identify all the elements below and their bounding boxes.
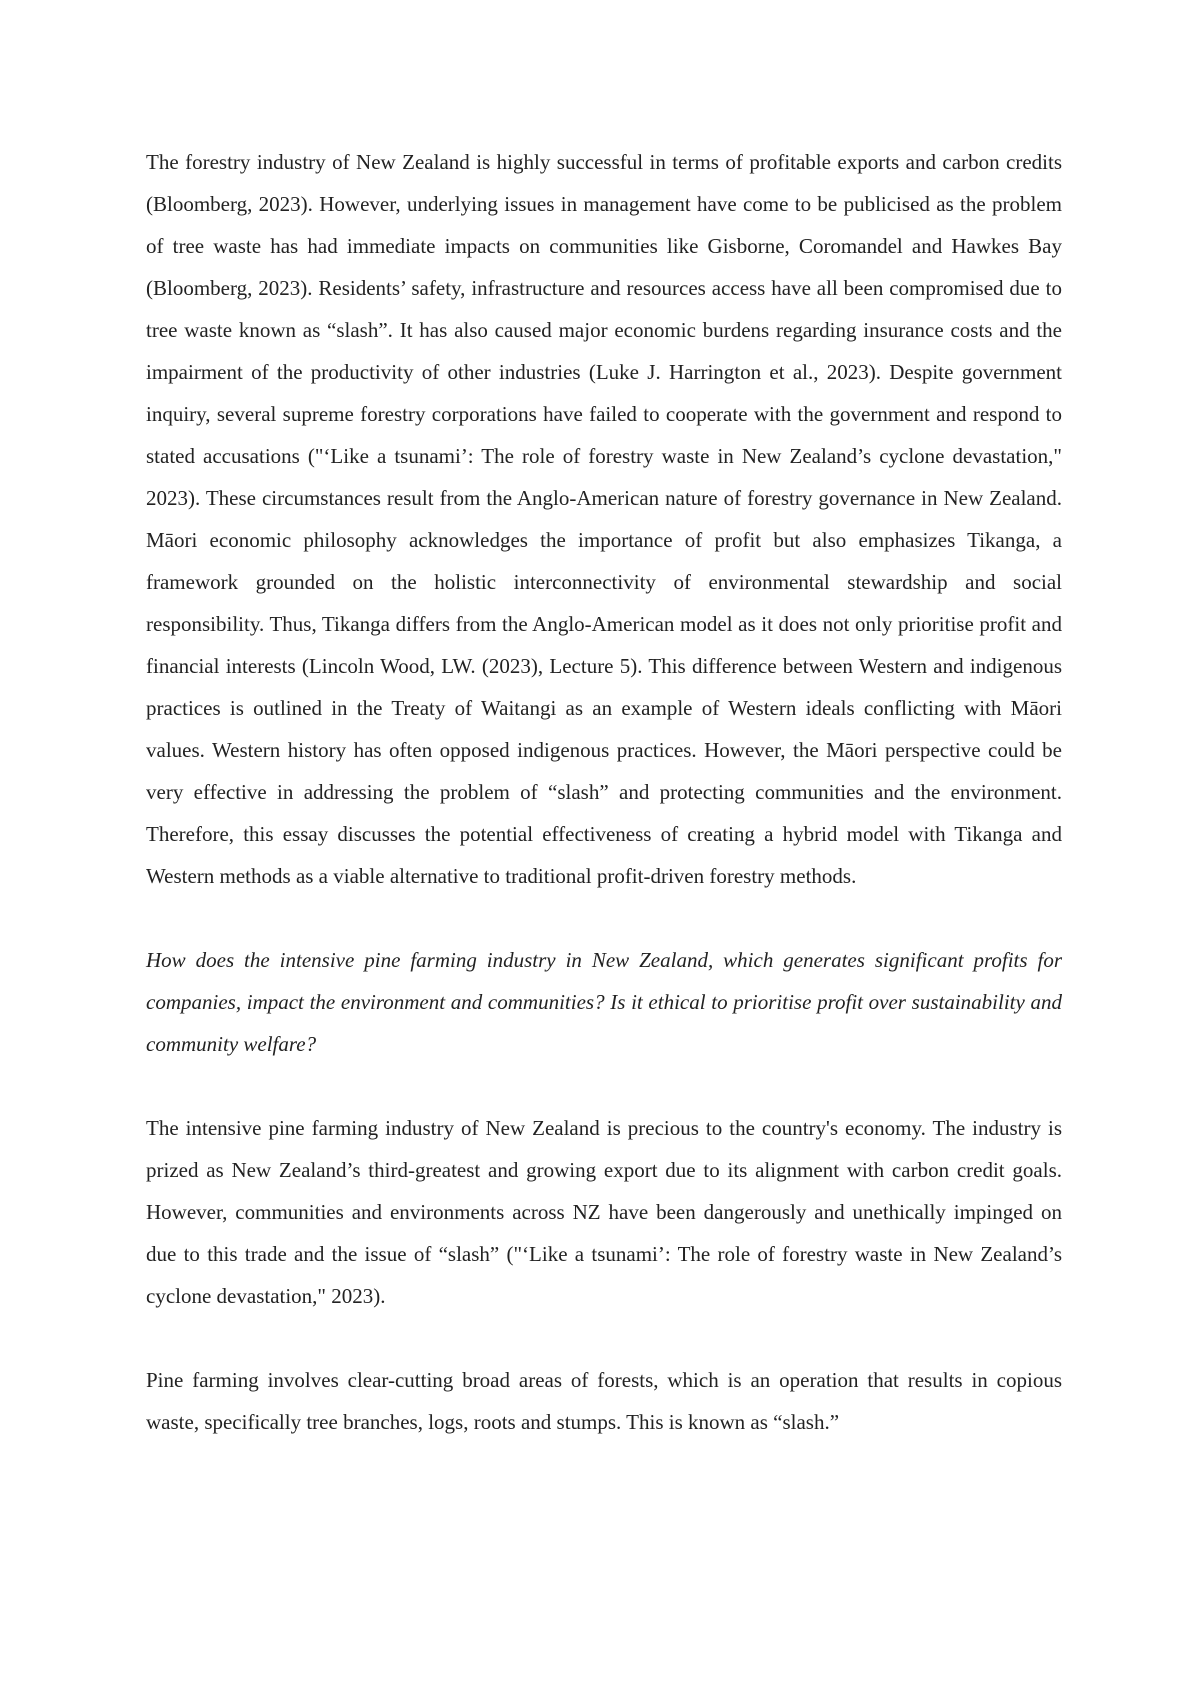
body-paragraph-pine-industry: The intensive pine farming industry of New Zealand is precious to the country's economy. The industry is prized as New Zealand’s third-greatest and growing export due to its alignment with carbon credit goals. However, communities and environments across NZ have been dangerously and unethically impinged on due to this trade and the issue of “slash” ("‘Like a tsunami’: The role of forestry waste in New Zealand’s cyclone devastation," 2023). [146,1116,1062,1308]
body-paragraph-slash: Pine farming involves clear-cutting broad areas of forests, which is an operation that results in copious waste, specifically tree branches, logs, roots and stumps. This is known as “slash.” [146,1368,1062,1434]
research-question: How does the intensive pine farming industry in New Zealand, which generates significant profits for companies, impact the environment and communities? Is it ethical to prioritise profit over sustainability and community welfare? [146,948,1062,1056]
document-body [146,141,1062,1443]
intro-paragraph: The forestry industry of New Zealand is highly successful in terms of profitable exports and carbon credits (Bloomberg, 2023). However, underlying issues in management have come to be publicised as the problem of tree waste has had immediate impacts on communities like Gisborne, Coromandel and Hawkes Bay (Bloomberg, 2023). Residents’ safety, infrastructure and resources access have all been compromised due to tree waste known as “slash”. It has also caused major economic burdens regarding insurance costs and the impairment of the productivity of other industries (Luke J. Harrington et al., 2023). Despite government inquiry, several supreme forestry corporations have failed to cooperate with the government and respond to stated accusations ("‘Like a tsunami’: The role of forestry waste in New Zealand’s cyclone devastation," 2023). These circumstances result from the Anglo-American nature of forestry governance in New Zealand. Māori economic philosophy acknowledges the importance of profit but also emphasizes Tikanga, a framework grounded on the holistic interconnectivity of environmental stewardship and social responsibility. Thus, Tikanga differs from the Anglo-American model as it does not only prioritise profit and financial interests (Lincoln Wood, LW. (2023), Lecture 5). This difference between Western and indigenous practices is outlined in the Treaty of Waitangi as an example of Western ideals conflicting with Māori values. Western history has often opposed indigenous practices. However, the Māori perspective could be very effective in addressing the problem of “slash” and protecting communities and the environment. Therefore, this essay discusses the potential effectiveness of creating a hybrid model with Tikanga and Western methods as a viable alternative to traditional profit-driven forestry methods. [146,150,1062,888]
